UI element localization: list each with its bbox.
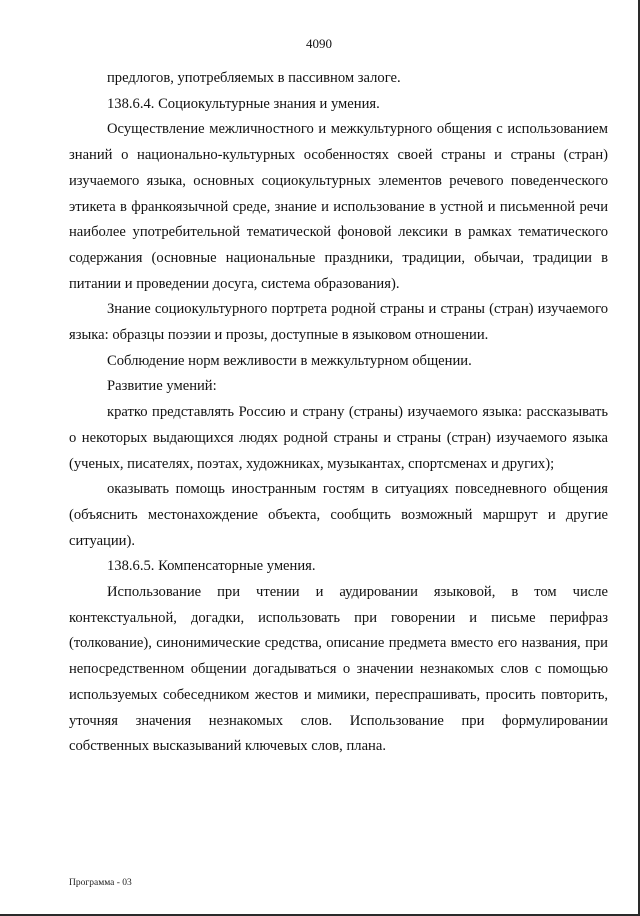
paragraph-continuation: предлогов, употребляемых в пассивном залоге. xyxy=(107,70,401,86)
paragraph-sociocultural-portrait: Знание социокультурного портрета родной страны и страны (стран) изучаемого языка: образцы поэзии и прозы, доступные в языковом отношении. xyxy=(69,301,608,344)
paragraph-skills-heading: Развитие умений: xyxy=(107,378,217,395)
footer-program-label: Программа - 03 xyxy=(69,878,132,888)
page-number: 4090 xyxy=(306,36,332,51)
paragraph-compensatory-skills: Использование при чтении и аудировании языковой, в том числе контекстуальной, догадки, использовать при говорении и письме перифраз (толкование), синонимические средства, описание предмета вместо его названия, при непосредственном общении догадываться о значении незнакомых слов с помощью используемых собеседником жестов и мимики, переспрашивать, просить повторить, уточняя значения незнакомых слов. Использование при формулировании собственных высказываний ключевых слов, плана. xyxy=(69,584,608,755)
section-heading-138-6-5: 138.6.5. Компенсаторные умения. xyxy=(107,558,316,575)
document-body xyxy=(69,66,608,760)
paragraph-present-russia: кратко представлять Россию и страну (страны) изучаемого языка: рассказывать о некоторых выдающихся людях родной страны и страны (стран) изучаемого языка (ученых, писателях, поэтах, художниках, музыкантах, спортсменах и других); xyxy=(69,404,608,472)
section-heading-138-6-4: 138.6.4. Социокультурные знания и умения. xyxy=(107,95,380,112)
paragraph-politeness-norms: Соблюдение норм вежливости в межкультурном общении. xyxy=(107,352,472,369)
paragraph-intercultural-communication: Осуществление межличностного и межкультурного общения с использованием знаний о национально-культурных особенностях своей страны и страны (стран) изучаемого языка, основных социокультурных элементов речевого поведенческого этикета в франкоязычной среде, знание и использование в устной и письменной речи наиболее употребительной тематической фоновой лексики в рамках тематического содержания (основные национальные праздники, традиции, обычаи, традиции в питании и проведении досуга, система образования). xyxy=(69,121,608,292)
paragraph-help-guests: оказывать помощь иностранным гостям в ситуациях повседневного общения (объяснить местонахождение объекта, сообщить возможный маршрут и другие ситуации). xyxy=(69,481,608,549)
